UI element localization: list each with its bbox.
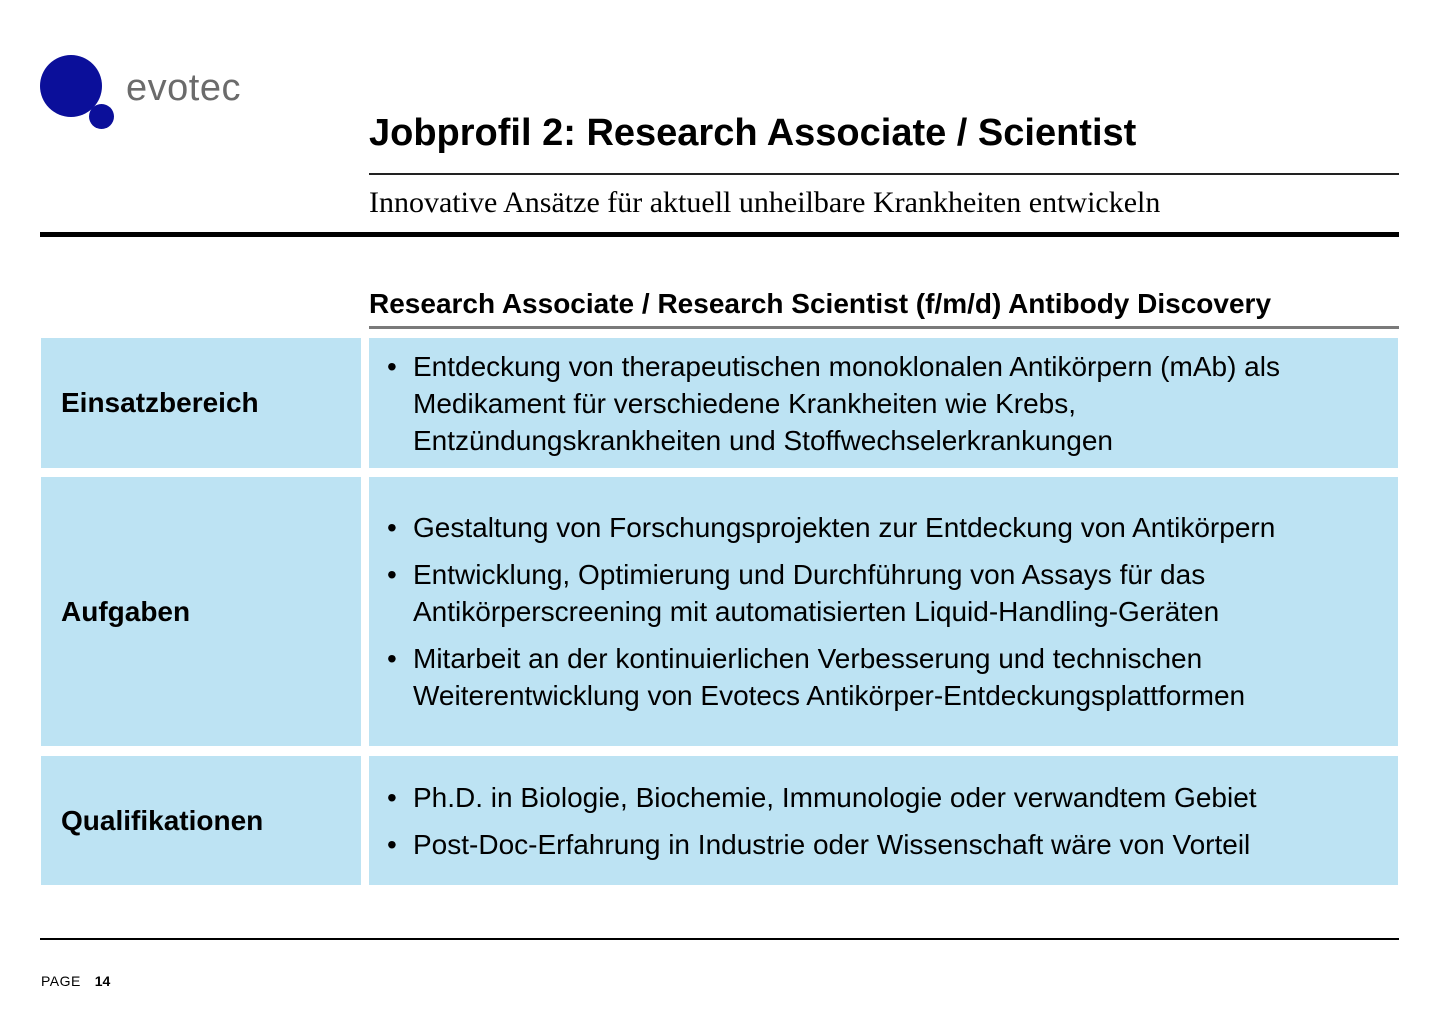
page-subtitle: Innovative Ansätze für aktuell unheilbare Krankheiten entwickeln (369, 186, 1161, 219)
bullet-text: Mitarbeit an der kontinuierlichen Verbesserung und technischen Weiterentwicklung von Evotecs Antikörper-Entdeckungsplattformen (413, 643, 1246, 711)
section-divider (369, 326, 1399, 329)
list-item (387, 779, 1378, 816)
row-content-qualifikationen (369, 756, 1398, 885)
footer-divider (40, 938, 1399, 940)
page-label: PAGE (41, 973, 81, 989)
title-divider (369, 173, 1399, 175)
bullet-icon: • (387, 828, 397, 860)
list-item (387, 556, 1378, 630)
list-item (387, 640, 1378, 714)
bullet-icon: • (387, 559, 397, 590)
row-label-aufgaben: Aufgaben (41, 477, 361, 746)
list-item (387, 509, 1378, 546)
page-footer (41, 973, 110, 989)
bullet-text: Entwicklung, Optimierung und Durchführung von Assays für das Antikörperscreening mit automatisierten Liquid-Handling-Geräten (413, 559, 1220, 627)
list-item (387, 348, 1378, 459)
bullet-icon: • (387, 643, 397, 674)
row-label-qualifikationen: Qualifikationen (41, 756, 361, 885)
logo-wordmark: evotec (126, 67, 241, 109)
page-number: 14 (94, 973, 111, 989)
list-item (387, 826, 1378, 863)
page-title: Jobprofil 2: Research Associate / Scientist (369, 112, 1137, 154)
bullet-text: Entdeckung von therapeutischen monoklonalen Antikörpern (mAb) als Medikament für verschiedene Krankheiten wie Krebs, Entzündungskrankheiten und Stoffwechselerkrankungen (413, 350, 1280, 456)
bullet-icon: • (387, 350, 397, 382)
bullet-icon: • (387, 512, 397, 543)
bullet-text: Post-Doc-Erfahrung in Industrie oder Wissenschaft wäre von Vorteil (413, 828, 1251, 860)
bullet-icon: • (387, 781, 397, 813)
row-label-einsatzbereich: Einsatzbereich (41, 338, 361, 468)
row-content-aufgaben (369, 477, 1398, 746)
evotec-logo (40, 55, 270, 135)
job-title-heading: Research Associate / Research Scientist (f/m/d) Antibody Discovery (369, 288, 1272, 319)
row-content-einsatzbereich (369, 338, 1398, 468)
header-divider (40, 232, 1399, 237)
bullet-text: Ph.D. in Biologie, Biochemie, Immunologie oder verwandtem Gebiet (413, 781, 1257, 813)
logo-dot-small-icon (89, 104, 114, 129)
bullet-text: Gestaltung von Forschungsprojekten zur Entdeckung von Antikörpern (413, 512, 1276, 543)
